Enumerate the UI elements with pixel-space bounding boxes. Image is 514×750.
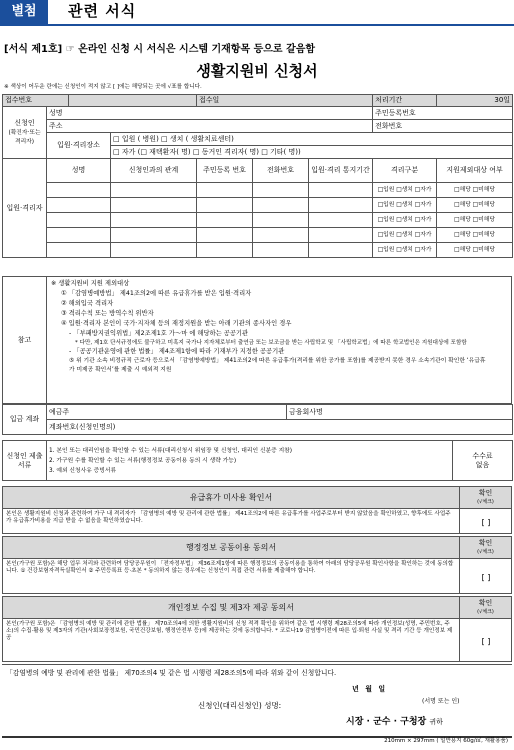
banner-rule <box>0 24 514 26</box>
family-cell[interactable] <box>253 228 309 243</box>
reference-line: - 「공공기관운영에 관한 법률」 제4조제1항에 따라 기재부가 지정한 공공기관 <box>69 348 285 355</box>
confirm-column <box>459 537 511 593</box>
family-cell[interactable] <box>47 183 111 198</box>
section-title: 행정정보 공동이용 동의서 <box>3 537 459 559</box>
family-row <box>3 198 513 213</box>
account-table <box>2 404 513 435</box>
application-date[interactable]: 년 월 일 <box>352 685 388 693</box>
family-cell[interactable] <box>197 183 253 198</box>
name-field[interactable]: 성명 <box>47 107 373 120</box>
address-field[interactable]: 주소 <box>47 120 373 133</box>
family-header-phone: 전화번호 <box>253 159 309 183</box>
sign-note: (서명 또는 인) <box>422 698 460 705</box>
confirm-column <box>459 597 511 661</box>
fee-label: 수수료 <box>472 452 493 461</box>
family-cell[interactable] <box>111 183 197 198</box>
family-header-relation: 신청인과의 관계 <box>111 159 197 183</box>
family-row <box>3 228 513 243</box>
receipt-no-label: 접수번호 <box>3 95 69 107</box>
confirm-header: 확인 (√체크) <box>460 487 511 509</box>
reference-line: ⑤ 위 기관 소속 비정규직 근로자 등으로서 「감염병예방법」 제41조의2에 따른 유급휴가(격리를 위한 공가를 포함)를 제공받지 못한 경우 소속기관이 확인한 ‘유급휴가 미제공 확인서’를 제출 시 예외적 지원 <box>69 358 486 373</box>
family-cell[interactable] <box>111 198 197 213</box>
confirm-checkbox[interactable]: [ ] <box>481 573 491 582</box>
documents-label: 신청인 제출서류 <box>3 441 47 481</box>
rrn-field[interactable]: 주민등록번호 <box>373 107 513 120</box>
document-item: 3. 예외 신청사유 증빙서류 <box>49 467 117 474</box>
form-note: ※ 색상이 어두운 란에는 신청인이 적지 않고 [ ]에는 해당되는 곳에 √표를 합니다. <box>4 84 202 90</box>
paper-spec: 210mm × 297mm ( 일반용지 60g/㎡, 재활용품) <box>384 738 508 744</box>
document-item: 1. 본인 또는 대리인임을 확인할 수 있는 서류(대리신청시 위임장 및 신청인, 대리인 신분증 지참) <box>49 447 293 454</box>
family-cell[interactable] <box>253 243 309 258</box>
family-row <box>3 213 513 228</box>
excluded-checkboxes[interactable]: □해당 □미해당 <box>437 228 513 243</box>
section-text: 본인(가구원 포함)은 「감염병의 예방 및 관리에 관한 법률」 제70조의4에 의한 생활지원비의 신청 적격 확인을 위하여 같은 법 시행령 제28조의5에 따라 개인정보(성명, 주민번호, 주소)의 수집·활용 및 제3자의 기관(사회보장정보원, 국민건강보험, 행정안전부 등)에 제공하는 것에 동의합니다. * 코로나19 감염병이전에 따른 입·퇴원 사실 및 격리 기간 등 개인정보 제공 <box>6 621 453 641</box>
account-number-field[interactable]: 계좌번호(신청인명의) <box>47 420 513 435</box>
confirm-checkbox[interactable]: [ ] <box>481 637 491 646</box>
account-label: 입금 계좌 <box>3 405 47 435</box>
reference-line: ② 해외입국 격리자 <box>61 300 114 307</box>
family-row <box>3 243 513 258</box>
reference-line: ④ 입원·격리자 본인이 국가·지자체 등의 재정지원을 받는 아래 기관의 종사자인 경우 <box>61 320 292 327</box>
family-cell[interactable] <box>111 243 197 258</box>
family-cell[interactable] <box>309 213 373 228</box>
form-title: 생활지원비 신청서 <box>196 62 318 80</box>
family-cell[interactable] <box>197 198 253 213</box>
family-cell[interactable] <box>253 198 309 213</box>
document-item: 2. 가구원 수를 확인할 수 있는 서류(행정정보 공동이용 동의 시 생략 가능) <box>49 457 237 464</box>
fee-value: 없음 <box>475 460 490 469</box>
family-header-rrn: 주민등록 번호 <box>197 159 253 183</box>
family-cell[interactable] <box>47 198 111 213</box>
section-privacy <box>2 596 512 662</box>
addressee: 시장 · 군수 · 구청장 귀하 <box>346 717 443 727</box>
family-cell[interactable] <box>111 213 197 228</box>
family-row <box>3 183 513 198</box>
reference-line: ③ 격리수칙 또는 방역수칙 위반자 <box>61 310 154 317</box>
reference-line: ① 「감염병예방법」 제41조의2에 따른 유급휴가를 받은 입원·격리자 <box>61 290 252 297</box>
applicant-side-label: 신청인 (확진자·또는 격리자) <box>3 107 47 159</box>
confirm-header: 확인 (√체크) <box>460 537 511 559</box>
section-paid-leave <box>2 486 512 534</box>
form-number: [서식 제1호] <box>4 44 63 55</box>
excluded-checkboxes[interactable]: □해당 □미해당 <box>437 198 513 213</box>
reference-line: * 다만, 제1호 단서규정에도 불구하고 미혹지 국가나 지자체로부터 출연금 또는 보조금을 받는 사립학교 및 「사립학교법」에 따른 학교법인은 지원대상에 포함함 <box>75 340 467 346</box>
bank-name-field[interactable]: 금융회사명 <box>287 405 513 420</box>
family-cell[interactable] <box>309 183 373 198</box>
family-side-label: 입원·격리자 <box>3 159 47 258</box>
section-admin-info <box>2 536 512 594</box>
place-line-2[interactable]: □ 자가 (□ 재택환자( 명) □ 동거인 격리자( 명) □ 기타( 명)) <box>111 146 513 159</box>
section-text: 본인은 생활지원비 신청과 관련하여 가구 내 격리자가 「감염병의 예방 및 관리에 관한 법률」 제41조의2에 따른 유급휴가를 사업주로부터 받지 않았음을 확인하였고, 향후에도 사업주가 유급휴가비용을 지급 받을 수 없음을 확인하였습니다. <box>6 511 451 524</box>
form-number-note: ☞ 온라인 신청 시 서식은 시스템 기재항목 등으로 갈음함 <box>65 44 316 55</box>
section-text: 본인(가구원 포함)은 해당 업무 처리와 관련하여 담당공무원이 「전자정부법」 제36조제1항에 따른 행정정보의 공동이용을 통하여 아래의 담당공무원 확인사항을 확인하는 것에 동의합니다. ① 건강보험자격득실확인서 ② 주민등록표 등·초본 * 동의하지 않는 경우에는 신청인이 직접 관련 서류를 제출해야 합니다. <box>6 561 454 574</box>
family-cell[interactable] <box>197 228 253 243</box>
confirm-checkbox[interactable]: [ ] <box>481 518 491 527</box>
applicant-table <box>2 94 513 258</box>
family-cell[interactable] <box>197 213 253 228</box>
family-header-excluded: 지원제외대상 여부 <box>437 159 513 183</box>
confirm-header: 확인 (√체크) <box>460 597 511 619</box>
excluded-checkboxes[interactable]: □해당 □미해당 <box>437 213 513 228</box>
fee-cell <box>453 441 513 481</box>
family-cell[interactable] <box>47 228 111 243</box>
addressee-suffix: 귀하 <box>429 718 443 726</box>
family-header-period: 입원·격리 통지기간 <box>309 159 373 183</box>
reference-line: - 「부패방지권익위법」제2조제1호 가～마 에 해당하는 공공기관 <box>69 330 249 337</box>
attachment-tag: 별첨 <box>0 0 48 24</box>
family-cell[interactable] <box>47 213 111 228</box>
documents-table <box>2 440 513 481</box>
applicant-name-label[interactable]: 신청인(대리신청인) 성명: <box>198 701 282 710</box>
form-number-line <box>4 44 315 56</box>
family-cell[interactable] <box>309 198 373 213</box>
category-checkboxes[interactable]: □입원 □생치 □자가 <box>373 213 437 228</box>
section-title: 유급휴가 미사용 확인서 <box>3 487 459 509</box>
family-header-category: 격리구분 <box>373 159 437 183</box>
reference-body <box>51 279 509 375</box>
period-value: 30일 <box>437 95 513 107</box>
category-checkboxes[interactable]: □입원 □생치 □자가 <box>373 198 437 213</box>
family-cell[interactable] <box>253 213 309 228</box>
reference-line: ※ 생활지원비 지원 제외대상 <box>51 280 130 287</box>
family-cell[interactable] <box>47 243 111 258</box>
documents-list <box>47 441 453 481</box>
section-title: 개인정보 수집 및 제3자 제공 동의서 <box>3 597 459 619</box>
reference-label: 참고 <box>3 277 47 403</box>
phone-field[interactable]: 전화번호 <box>373 120 513 133</box>
family-cell[interactable] <box>309 243 373 258</box>
family-cell[interactable] <box>253 183 309 198</box>
family-cell[interactable] <box>197 243 253 258</box>
period-label: 처리기간 <box>373 95 437 107</box>
place-line-1[interactable]: □ 입원 ( 병원) □ 생치 ( 생활치료센터) <box>111 133 513 146</box>
family-header-name: 성명 <box>47 159 111 183</box>
banner-title: 관련 서식 <box>68 2 137 20</box>
category-checkboxes[interactable]: □입원 □생치 □자가 <box>373 243 437 258</box>
confirm-column <box>459 487 511 533</box>
category-checkboxes[interactable]: □입원 □생치 □자가 <box>373 183 437 198</box>
excluded-checkboxes[interactable]: □해당 □미해당 <box>437 243 513 258</box>
receipt-no-value <box>69 95 197 107</box>
signature-block <box>2 664 512 738</box>
excluded-checkboxes[interactable]: □해당 □미해당 <box>437 183 513 198</box>
family-cell[interactable] <box>309 228 373 243</box>
law-statement: 「감염병의 예방 및 관리에 관한 법률」 제70조의4 및 같은 법 시행령 제28조의5에 따라 위와 같이 신청합니다. <box>6 669 337 677</box>
top-banner <box>0 0 514 24</box>
reference-box <box>2 276 512 404</box>
place-label: 입원·격리장소 <box>47 133 111 159</box>
account-holder-field[interactable]: 예금주 <box>47 405 287 420</box>
category-checkboxes[interactable]: □입원 □생치 □자가 <box>373 228 437 243</box>
family-cell[interactable] <box>111 228 197 243</box>
receipt-date-label: 접수일 <box>197 95 373 107</box>
